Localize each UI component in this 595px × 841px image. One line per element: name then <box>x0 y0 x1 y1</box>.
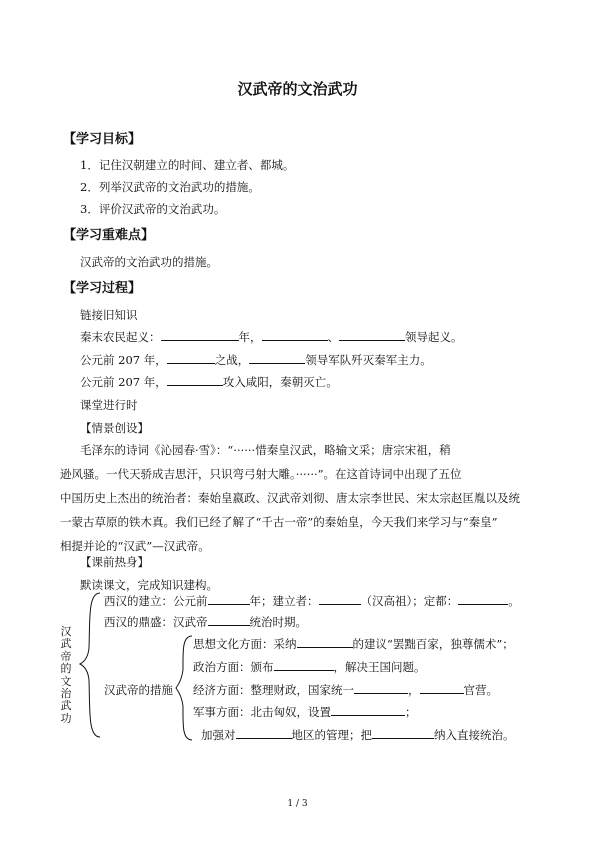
blank[interactable] <box>458 593 508 605</box>
scene-paragraph-line-2: 逊风骚。一代天骄成吉思汗，只识弯弓射大雕。······”。在这首诗词中出现了五位 <box>60 467 462 481</box>
diagram-branch-peak: 西汉的鼎盛：汉武帝 统治时期。 <box>104 615 307 629</box>
review-question-1: 秦末农民起义： 年， 、 领导起义。 <box>80 330 463 344</box>
measure-culture: 思想文化方面：采纳 的建议“罢黜百家，独尊儒术”； <box>193 637 514 651</box>
scene-paragraph-line-3: 中国历史上杰出的统治者：秦始皇嬴政、汉武帝刘彻、唐太宗李世民、宋太宗赵匡胤以及统 <box>60 491 520 505</box>
main-brace <box>80 593 100 737</box>
review-label: 链接旧知识 <box>80 308 138 322</box>
objective-item-2: 2．列举汉武帝的文治武功的措施。 <box>80 180 260 194</box>
measure-economy: 经济方面：整理财政，国家统一 ， 官营。 <box>193 683 498 697</box>
measure-politics: 政治方面：颁布 ，解决王国问题。 <box>193 660 426 674</box>
blank[interactable] <box>420 682 464 694</box>
class-label: 课堂进行时 <box>80 398 138 412</box>
diagram-measures-label: 汉武帝的措施 <box>104 683 173 697</box>
objective-item-1: 1．记住汉朝建立的时间、建立者、都城。 <box>80 158 295 172</box>
measure-military: 军事方面：北击匈奴，设置 ； <box>193 705 417 719</box>
key-points-text: 汉武帝的文治武功的措施。 <box>80 255 218 269</box>
heading-process: 【学习过程】 <box>63 281 142 296</box>
warmup-label: 【课前热身】 <box>80 555 149 569</box>
blank[interactable] <box>354 682 408 694</box>
diagram-vertical-title: 汉武帝的文治武功 <box>60 625 72 725</box>
scene-paragraph-line-5: 相提并论的“汉武”—汉武帝。 <box>60 539 210 553</box>
blank[interactable] <box>274 659 334 671</box>
blank[interactable] <box>297 636 353 648</box>
page-title: 汉武帝的文治武功 <box>237 80 358 98</box>
scene-paragraph-line-1: 毛泽东的诗词《沁园春·雪》：“······惜秦皇汉武，略输文采；唐宗宋祖，稍 <box>80 443 451 457</box>
blank[interactable] <box>208 593 250 605</box>
diagram-branch-establishment: 西汉的建立：公元前 年；建立者： （汉高祖）；定都： 。 <box>104 594 520 608</box>
heading-key-points: 【学习重难点】 <box>63 228 155 243</box>
blank[interactable] <box>331 704 405 716</box>
blank[interactable] <box>236 727 292 739</box>
review-question-2: 公元前 207 年， 之战， 领导军队歼灭秦军主力。 <box>80 353 432 367</box>
review-question-3: 公元前 207 年， 攻入咸阳，秦朝灭亡。 <box>80 375 338 389</box>
objective-item-3: 3．评价汉武帝的文治武功。 <box>80 202 226 216</box>
scene-label: 【情景创设】 <box>80 421 149 435</box>
measure-frontier: 加强对 地区的管理；把 纳入直接统治。 <box>201 728 515 742</box>
blank[interactable] <box>319 593 361 605</box>
measures-brace <box>176 636 192 740</box>
page-number: 1 / 3 <box>287 799 308 809</box>
blank[interactable] <box>208 614 250 626</box>
blank[interactable] <box>372 727 434 739</box>
heading-objectives: 【学习目标】 <box>63 132 142 147</box>
warmup-text: 默读课文，完成知识建构。 <box>80 578 218 592</box>
scene-paragraph-line-4: 一蒙古草原的铁木真。我们已经了解了“千古一帝”的秦始皇，今天我们来学习与“秦皇” <box>60 515 498 529</box>
